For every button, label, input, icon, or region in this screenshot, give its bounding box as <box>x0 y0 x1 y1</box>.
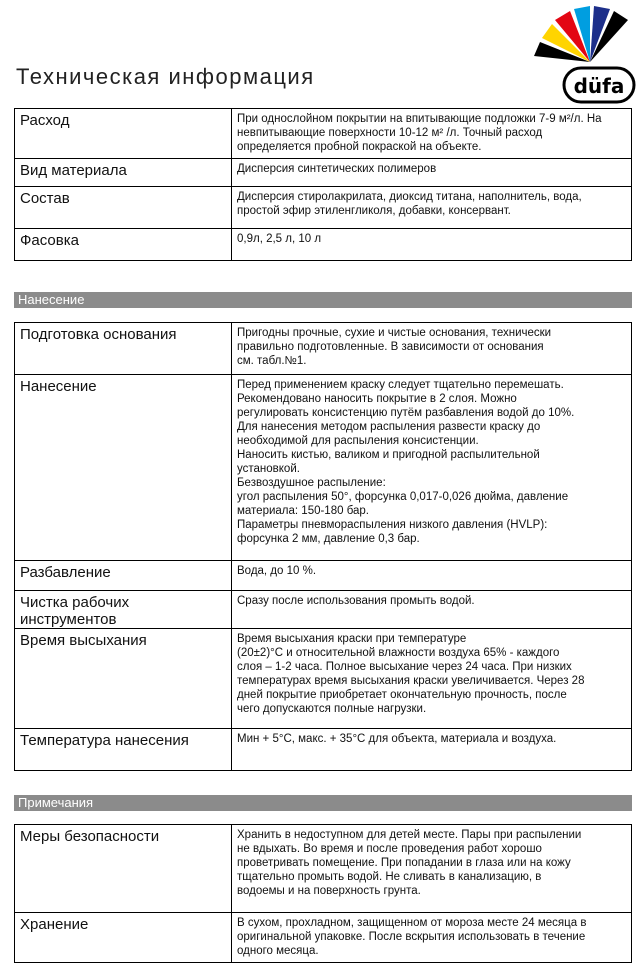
section-header-application: Нанесение <box>14 292 632 308</box>
color-fan-icon <box>534 6 628 62</box>
row-value: Перед применением краску следует тщательно перемешать. Рекомендовано наносить покрытие в 2 слоя. Можно регулировать консистенцию путём разбавления водой до 10%. Для нанесения методом распыления развести краску до необходимой для распыления консистенции. Наносить кистью, валиком и пригодной распылительной установкой. Безвоздушное распыление: угол распыления 50°, форсунка 0,017-0,026 дюйма, давление материала: 150-180 бар. Параметры пневмораспыления низкого давления (HVLP): форсунка 2 мм, давление 0,3 бар. <box>237 379 575 545</box>
table-row <box>15 561 632 591</box>
row-value: Дисперсия синтетических полимеров <box>237 163 437 175</box>
row-value: Вода, до 10 %. <box>237 565 317 577</box>
row-label: Меры безопасности <box>15 825 232 913</box>
row-label: Фасовка <box>15 229 232 261</box>
table-row <box>15 323 632 375</box>
table-row <box>15 229 632 261</box>
row-label-text: Чистка рабочих инструментов <box>20 594 130 628</box>
row-label: Разбавление <box>15 561 232 591</box>
table-row <box>15 913 632 963</box>
row-value: 0,9л, 2,5 л, 10 л <box>237 233 322 245</box>
row-label <box>15 591 232 629</box>
row-label: Температура нанесения <box>15 729 232 771</box>
notes-table <box>14 824 632 963</box>
row-value: Мин + 5°С, макс. + 35°С для объекта, материала и воздуха. <box>237 733 557 745</box>
row-label: Нанесение <box>15 375 232 561</box>
table-row <box>15 825 632 913</box>
row-value: Дисперсия стиролакрилата, диоксид титана, наполнитель, вода, простой эфир этиленгликоля, добавки, консервант. <box>237 191 582 217</box>
table-row <box>15 109 632 159</box>
row-label: Подготовка основания <box>15 323 232 375</box>
row-value: Время высыхания краски при температуре (20±2)°С и относительной влажности воздуха 65% - каждого слоя – 1-2 часа. Полное высыхание через 24 часа. При низких температурах время высыхания краски увеличивается. Через 28 дней покрытие приобретает окончательную прочность, после чего допускаются полные нагрузки. <box>237 633 585 715</box>
page-title: Техническая информация <box>16 64 315 89</box>
row-label: Хранение <box>15 913 232 963</box>
table-row <box>15 629 632 729</box>
row-label: Расход <box>15 109 232 159</box>
row-label: Состав <box>15 187 232 229</box>
row-label: Время высыхания <box>15 629 232 729</box>
row-value: В сухом, прохладном, защищенном от мороза месте 24 месяца в оригинальной упаковке. После вскрытия использовать в течение одного месяца. <box>237 917 587 957</box>
dufa-logo <box>530 4 636 106</box>
section-header-notes: Примечания <box>14 795 632 811</box>
application-table <box>14 322 632 771</box>
tech-info-table <box>14 108 632 261</box>
table-row <box>15 591 632 629</box>
logo-text: düfa <box>573 74 625 98</box>
row-label: Вид материала <box>15 159 232 187</box>
row-value: Пригодны прочные, сухие и чистые основания, технически правильно подготовленные. В зависимости от основания см. табл.№1. <box>237 327 552 367</box>
table-row <box>15 375 632 561</box>
table-row <box>15 159 632 187</box>
table-row <box>15 187 632 229</box>
row-value: Хранить в недоступном для детей месте. Пары при распылении не вдыхать. Во время и после проведения работ хорошо проветривать помещение. При попадании в глаза или на кожу тщательно промыть водой. Не сливать в канализацию, в водоемы и на поверхность грунта. <box>237 829 582 897</box>
row-value: При однослойном покрытии на впитывающие подложки 7-9 м²/л. На невпитывающие поверхности 10-12 м² /л. Точный расход определяется пробной покраской на объекте. <box>237 113 602 153</box>
table-row <box>15 729 632 771</box>
row-value: Сразу после использования промыть водой. <box>237 595 475 607</box>
